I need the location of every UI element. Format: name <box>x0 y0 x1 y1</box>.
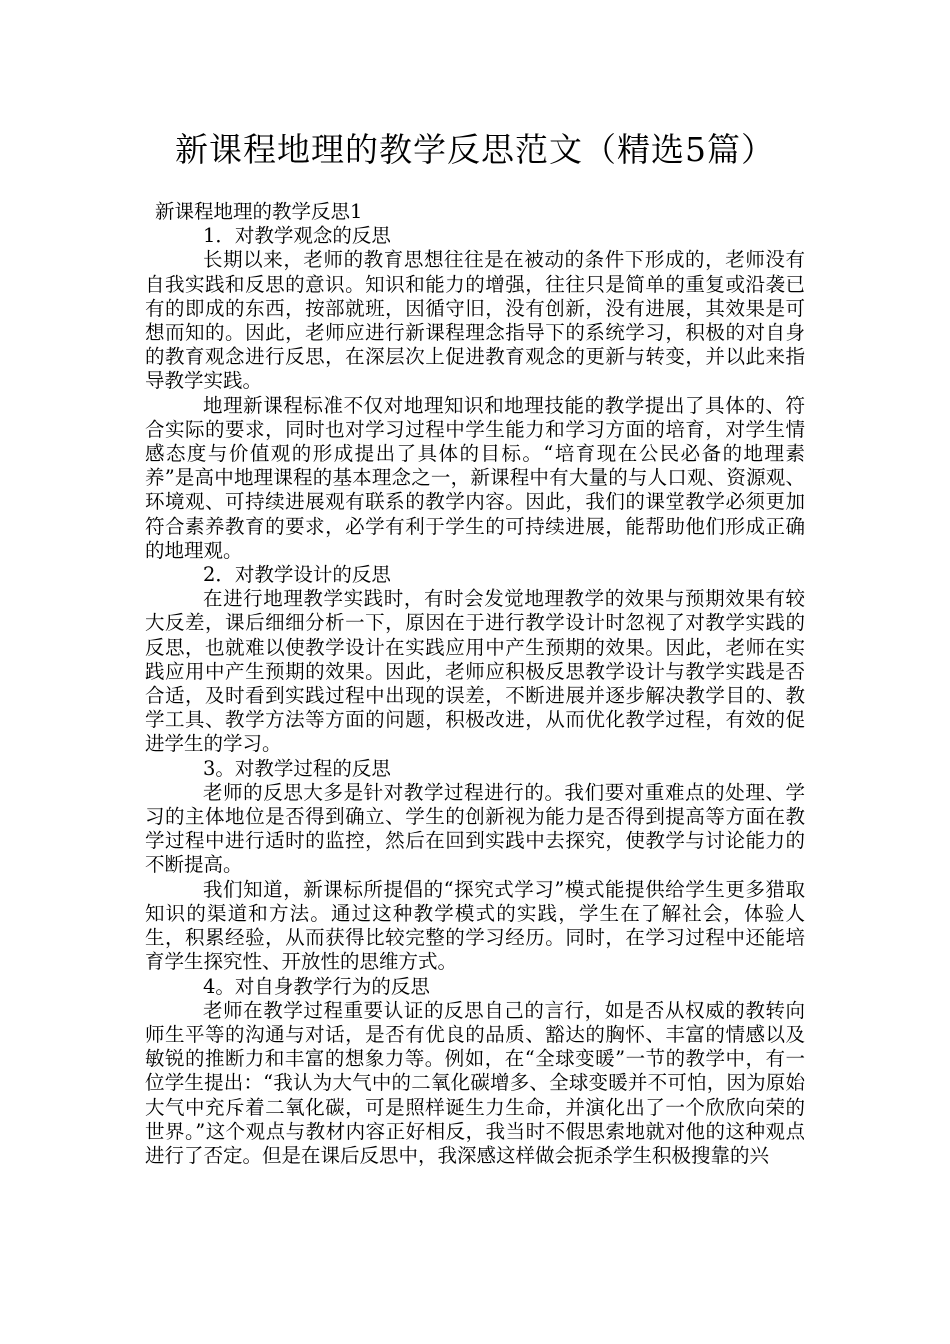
section-heading: 2．对教学设计的反思 <box>203 563 391 587</box>
body-paragraph: 老师的反思大多是针对教学过程进行的。我们要对重难点的处理、学习的主体地位是否得到确立、学生的创新视为能力是否得到提高等方面在教学过程中进行适时的监控，然后在回到实践中去探究，使教学与讨论能力的不断提高。 <box>145 780 805 877</box>
body-paragraph: 长期以来，老师的教育思想往往是在被动的条件下形成的，老师没有自我实践和反思的意识。知识和能力的增强，往往只是简单的重复或沿袭已有的即成的东西，按部就班，因循守旧，没有创新，没有进展，其效果是可想而知的。因此，老师应进行新课程理念指导下的系统学习，积极的对自身的教育观念进行反思，在深层次上促进教育观念的更新与转变，并以此来指导教学实践。 <box>145 248 805 393</box>
body-paragraph: 我们知道，新课标所提倡的“探究式学习”模式能提供给学生更多猎取知识的渠道和方法。通过这种教学模式的实践，学生在了解社会，体验人生，积累经验，从而获得比较完整的学习经历。同时，在学习过程中还能培育学生探究性、开放性的思维方式。 <box>145 877 805 974</box>
body-paragraph: 老师在教学过程重要认证的反思自己的言行，如是否从权威的教转向师生平等的沟通与对话，是否有优良的品质、豁达的胸怀、丰富的情感以及敏锐的推断力和丰富的想象力等。例如，在“全球变暖”一节的教学中，有一位学生提出：“我认为大气中的二氧化碳增多、全球变暖并不可怕，因为原始大气中充斥着二氧化碳，可是照样诞生力生命，并演化出了一个欣欣向荣的世界。”这个观点与教材内容正好相反，我当时不假思索地就对他的这种观点进行了否定。但是在课后反思中，我深感这样做会扼杀学生积极搜靠的兴 <box>145 998 805 1167</box>
body-paragraph: 在进行地理教学实践时，有时会发觉地理教学的效果与预期效果有较大反差，课后细细分析一下，原因在于进行教学设计时忽视了对教学实践的反思，也就难以使教学设计在实践应用中产生预期的效果。因此，老师在实践应用中产生预期的效果。因此，老师应积极反思教学设计与教学实践是否合适，及时看到实践过程中出现的误差，不断进展并逐步解决教学目的、教学工具、教学方法等方面的问题，积极改进，从而优化教学过程，有效的促进学生的学习。 <box>145 587 805 756</box>
section-subtitle: 新课程地理的教学反思1 <box>155 200 363 223</box>
document-title: 新课程地理的教学反思范文（精选5篇） <box>175 130 775 169</box>
section-heading: 4。对自身教学行为的反思 <box>203 974 430 998</box>
section-heading: 1．对教学观念的反思 <box>203 224 391 248</box>
section-heading: 3。对教学过程的反思 <box>203 756 391 780</box>
body-paragraph: 地理新课程标准不仅对地理知识和地理技能的教学提出了具体的、符合实际的要求，同时也对学习过程中学生能力和学习方面的培育，对学生情感态度与价值观的形成提出了具体的目标。“培育现在公民必备的地理素养”是高中地理课程的基本理念之一，新课程中有大量的与人口观、资源观、环境观、可持续进展观有联系的教学内容。因此，我们的课堂教学必须更加符合素养教育的要求，必学有利于学生的可持续进展，能帮助他们形成正确的地理观。 <box>145 393 805 562</box>
document-body <box>145 200 805 1168</box>
